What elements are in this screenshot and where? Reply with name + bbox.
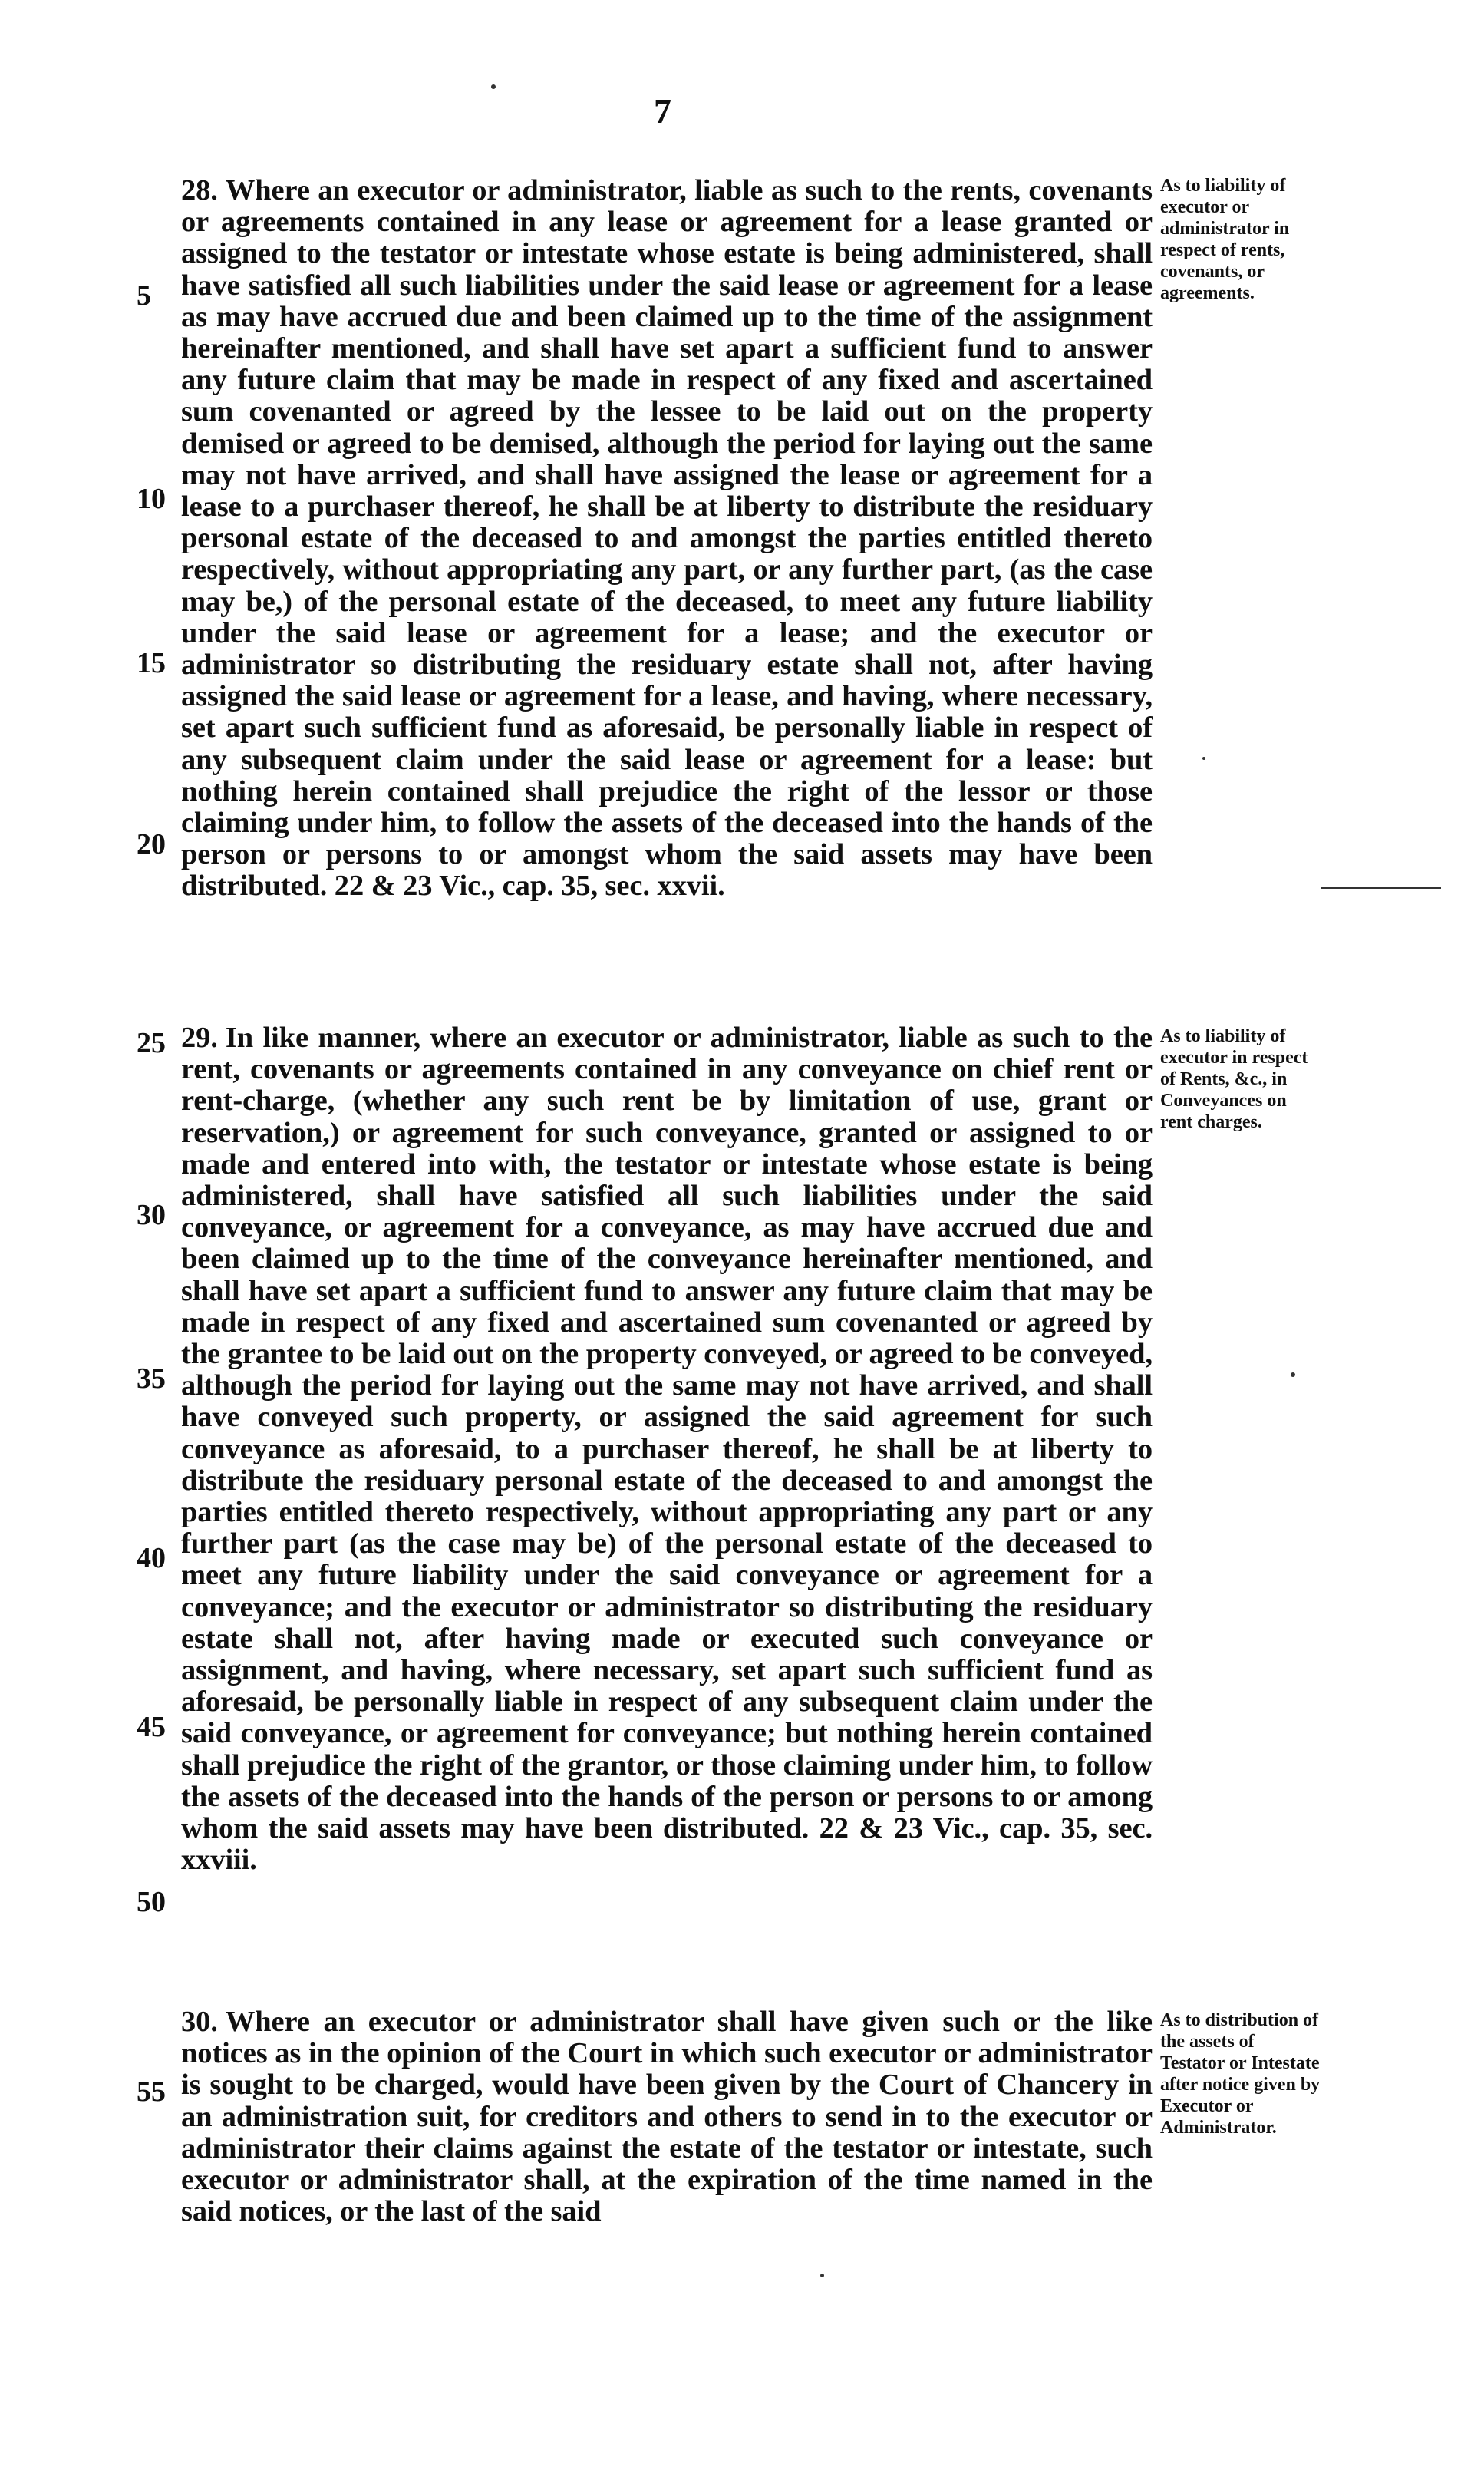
print-speck — [1291, 1372, 1295, 1377]
section-29-number: 29. — [181, 1022, 218, 1054]
line-number-25: 25 — [137, 1027, 166, 1059]
section-30 — [181, 2006, 1153, 2227]
section-29 — [181, 1022, 1153, 1876]
margin-note-28: As to liability of executor or administrator in respect of rents, covenants, or agreements. — [1160, 176, 1290, 303]
line-number-45: 45 — [137, 1711, 166, 1743]
line-number-15: 15 — [137, 647, 166, 679]
line-number-5: 5 — [137, 279, 151, 312]
page-number: 7 — [654, 91, 671, 130]
line-number-20: 20 — [137, 828, 166, 860]
margin-rule — [1321, 887, 1441, 889]
print-speck — [1202, 757, 1205, 760]
margin-note-30: As to distribution of the assets of Testator or Intestate after notice given by Executor or Administrator. — [1160, 2010, 1321, 2138]
section-30-text — [181, 2006, 1153, 2227]
section-28-number: 28. — [181, 174, 218, 206]
section-28 — [181, 175, 1153, 903]
section-28-body: Where an executor or administrator, liable as such to the rents, covenants or agreements contained in any lease or agreement for a lease granted or assigned to the testator or intestate whose estate is being administered, shall have satisfied all such liabilities under the said lease or agreement for a lease as may have accrued due and been claimed up to the time of the assignment hereinafter mentioned, and shall have set apart a sufficient fund to answer any future claim that may be made in respect of any fixed and ascertained sum covenanted or agreed by the lessee to be laid out on the property demised or agreed to be demised, although the period for laying out the same may not have arrived, and shall have assigned the lease or agreement for a lease to a purchaser thereof, he shall be at liberty to distribute the residuary personal estate of the deceased to and amongst the parties entitled thereto respectively, without appropriating any part, or any further part, (as the case may be,) of the personal estate of the deceased, to meet any future liability under the said lease or agreement for a lease; and the executor or administrator so distributing the residuary estate shall not, after having assigned the said lease or agreement for a lease, and having, where necessary, set apart such sufficient fund as aforesaid, be personally liable in respect of any subsequent claim under the said lease or agreement for a lease: but nothing herein contained shall prejudice the right of the lessor or those claiming under him, to follow the assets of the deceased into the hands of the person or persons to or amongst whom the said assets may have been distributed. 22 & 23 Vic., cap. 35, sec. xxvii. — [181, 174, 1153, 903]
line-number-55: 55 — [137, 2075, 166, 2108]
line-number-35: 35 — [137, 1362, 166, 1395]
line-number-50: 50 — [137, 1886, 166, 1918]
margin-note-29: As to liability of executor in respect of Rents, &c., in Conveyances on rent charges. — [1160, 1026, 1308, 1132]
print-speck — [491, 84, 496, 89]
line-number-10: 10 — [137, 483, 166, 515]
section-29-text — [181, 1022, 1153, 1876]
section-28-text — [181, 175, 1153, 903]
section-29-body: In like manner, where an executor or administrator, liable as such to the rent, covenants or agreements contained in any conveyance on chief rent or rent-charge, (whether any such rent be by limitation of use, grant or reservation,) or agreement for such conveyance, granted or assigned to or made and entered into with, the testator or intestate whose estate is being administered, shall have satisfied all such liabilities under the said conveyance, or agreement for a conveyance, as may have accrued due and been claimed up to the time of the conveyance hereinafter mentioned, and shall have set apart a sufficient fund to answer any future claim that may be made in respect of any fixed and ascertained sum covenanted or agreed by the grantee to be laid out on the property conveyed, or agreed to be conveyed, although the period for laying out the same may not have arrived, and shall have conveyed such property, or assigned the said agreement for such conveyance as aforesaid, to a purchaser thereof, he shall be at liberty to distribute the residuary personal estate of the deceased to and amongst the parties entitled thereto respectively, without appropriating any part or any further part (as the case may be) of the personal estate of the deceased to meet any future liability under the said conveyance or agreement for a conveyance; and the executor or administrator so distributing the residuary estate shall not, after having made or executed such conveyance or assignment, and having, where necessary, set apart such sufficient fund as aforesaid, be personally liable in respect of any subsequent claim under the said conveyance, or agreement for conveyance; but nothing herein contained shall prejudice the right of the grantor, or those claiming under him, to follow the assets of the deceased into the hands of the person or persons to or among whom the said assets may have been distributed. 22 & 23 Vic., cap. 35, sec. xxviii. — [181, 1022, 1153, 1877]
line-number-30: 30 — [137, 1199, 166, 1231]
section-30-number: 30. — [181, 2006, 218, 2038]
print-speck — [820, 2274, 824, 2277]
section-30-body: Where an executor or administrator shall have given such or the like notices as in the opinion of the Court in which such executor or administrator is sought to be charged, would have been given by the Court of Chancery in an administration suit, for creditors and others to send in to the executor or administrator their claims against the estate of the testator or intestate, such executor or administrator shall, at the expiration of the time named in the said notices, or the last of the said — [181, 2006, 1153, 2228]
line-number-40: 40 — [137, 1542, 166, 1574]
